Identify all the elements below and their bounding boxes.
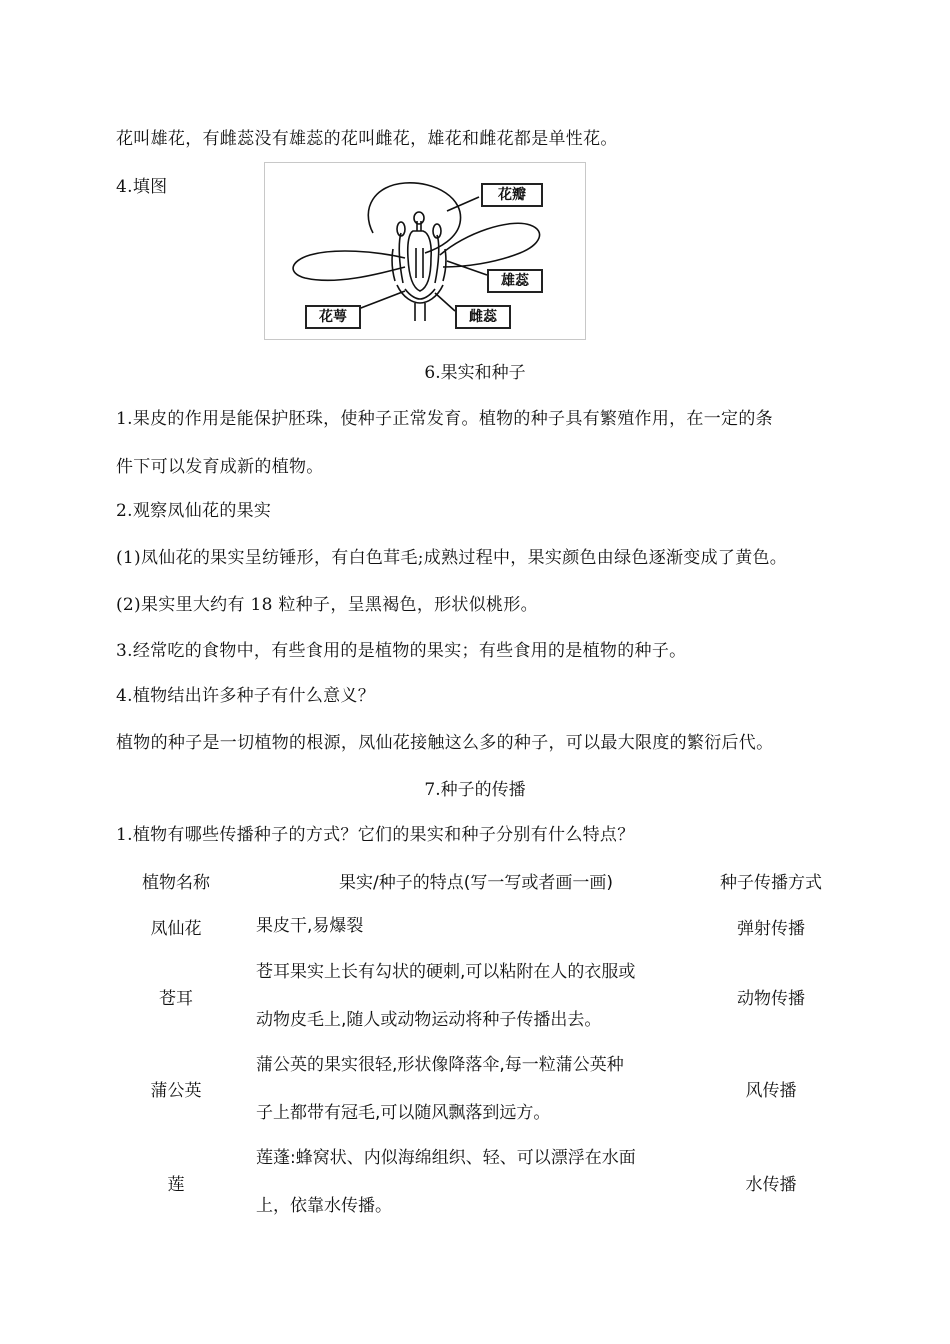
s6-p2: 2.观察凤仙花的果实 (116, 501, 272, 521)
s6-p4-answer: 植物的种子是一切植物的根源，凤仙花接触这么多的种子，可以最大限度的繁衍后代。 (116, 733, 774, 753)
table-row-feature (256, 1134, 696, 1230)
s6-p1-line1: 1.果皮的作用是能保护胚珠，使种子正常发育。植物的种子具有繁殖作用，在一定的条 (116, 409, 773, 429)
feature-line: 莲蓬:蜂窝状、内似海绵组织、轻、可以漂浮在水面 (256, 1148, 636, 1168)
s6-p3: 3.经常吃的食物中，有些食用的是植物的果实；有些食用的是植物的种子。 (116, 641, 687, 661)
table-row-feature (256, 948, 696, 1044)
table-row-name: 蒲公英 (150, 1081, 202, 1101)
feature-line: 果皮干,易爆裂 (256, 916, 364, 936)
label-stamen: 雄蕊 (487, 269, 543, 293)
s7-q1: 1.植物有哪些传播种子的方式？它们的果实和种子分别有什么特点？ (116, 825, 635, 845)
feature-line: 蒲公英的果实很轻,形状像降落伞,每一粒蒲公英种 (256, 1055, 624, 1075)
feature-line: 苍耳果实上长有勾状的硬刺,可以粘附在人的衣服或 (256, 962, 636, 982)
table-header-name: 植物名称 (142, 873, 210, 893)
table-header-feature: 果实/种子的特点(写一写或者画一画) (339, 873, 613, 893)
section7-title: 7.种子的传播 (424, 780, 526, 800)
label-pistil: 雌蕊 (455, 305, 511, 329)
s6-p4: 4.植物结出许多种子有什么意义？ (116, 686, 376, 706)
table-row-name: 苍耳 (159, 989, 193, 1009)
q4-label: 4.填图 (116, 177, 168, 197)
petal-left-shape (293, 251, 405, 280)
table-row-way: 水传播 (745, 1175, 797, 1195)
feature-line: 子上都带有冠毛,可以随风飘落到远方。 (256, 1103, 551, 1123)
table-row-name: 莲 (167, 1175, 185, 1195)
s6-p1-line2: 件下可以发育成新的植物。 (116, 457, 324, 477)
table-row-feature (256, 1041, 696, 1137)
table-header-way: 种子传播方式 (720, 873, 822, 893)
petal-right-shape (440, 223, 540, 267)
table-row-way: 弹射传播 (737, 919, 805, 939)
intro-line: 花叫雄花，有雌蕊没有雄蕊的花叫雌花，雄花和雌花都是单性花。 (116, 129, 618, 149)
table-row-name: 凤仙花 (150, 919, 202, 939)
pistil-shape (408, 231, 431, 291)
feature-line: 上，依靠水传播。 (256, 1196, 392, 1216)
feature-line: 动物皮毛上,随人或动物运动将种子传播出去。 (256, 1010, 602, 1030)
s6-p2-1: (1)凤仙花的果实呈纺锤形，有白色茸毛;成熟过程中，果实颜色由绿色逐渐变成了黄色。 (116, 548, 788, 568)
s6-p2-2: (2)果实里大约有 18 粒种子，呈黑褐色，形状似桃形。 (116, 595, 538, 615)
table-row-way: 动物传播 (737, 989, 805, 1009)
label-sepal: 花萼 (305, 305, 361, 329)
section6-title: 6.果实和种子 (424, 363, 526, 383)
flower-diagram (264, 162, 586, 340)
table-row-way: 风传播 (745, 1081, 797, 1101)
table-row-feature (256, 902, 696, 950)
label-petal: 花瓣 (481, 183, 543, 207)
